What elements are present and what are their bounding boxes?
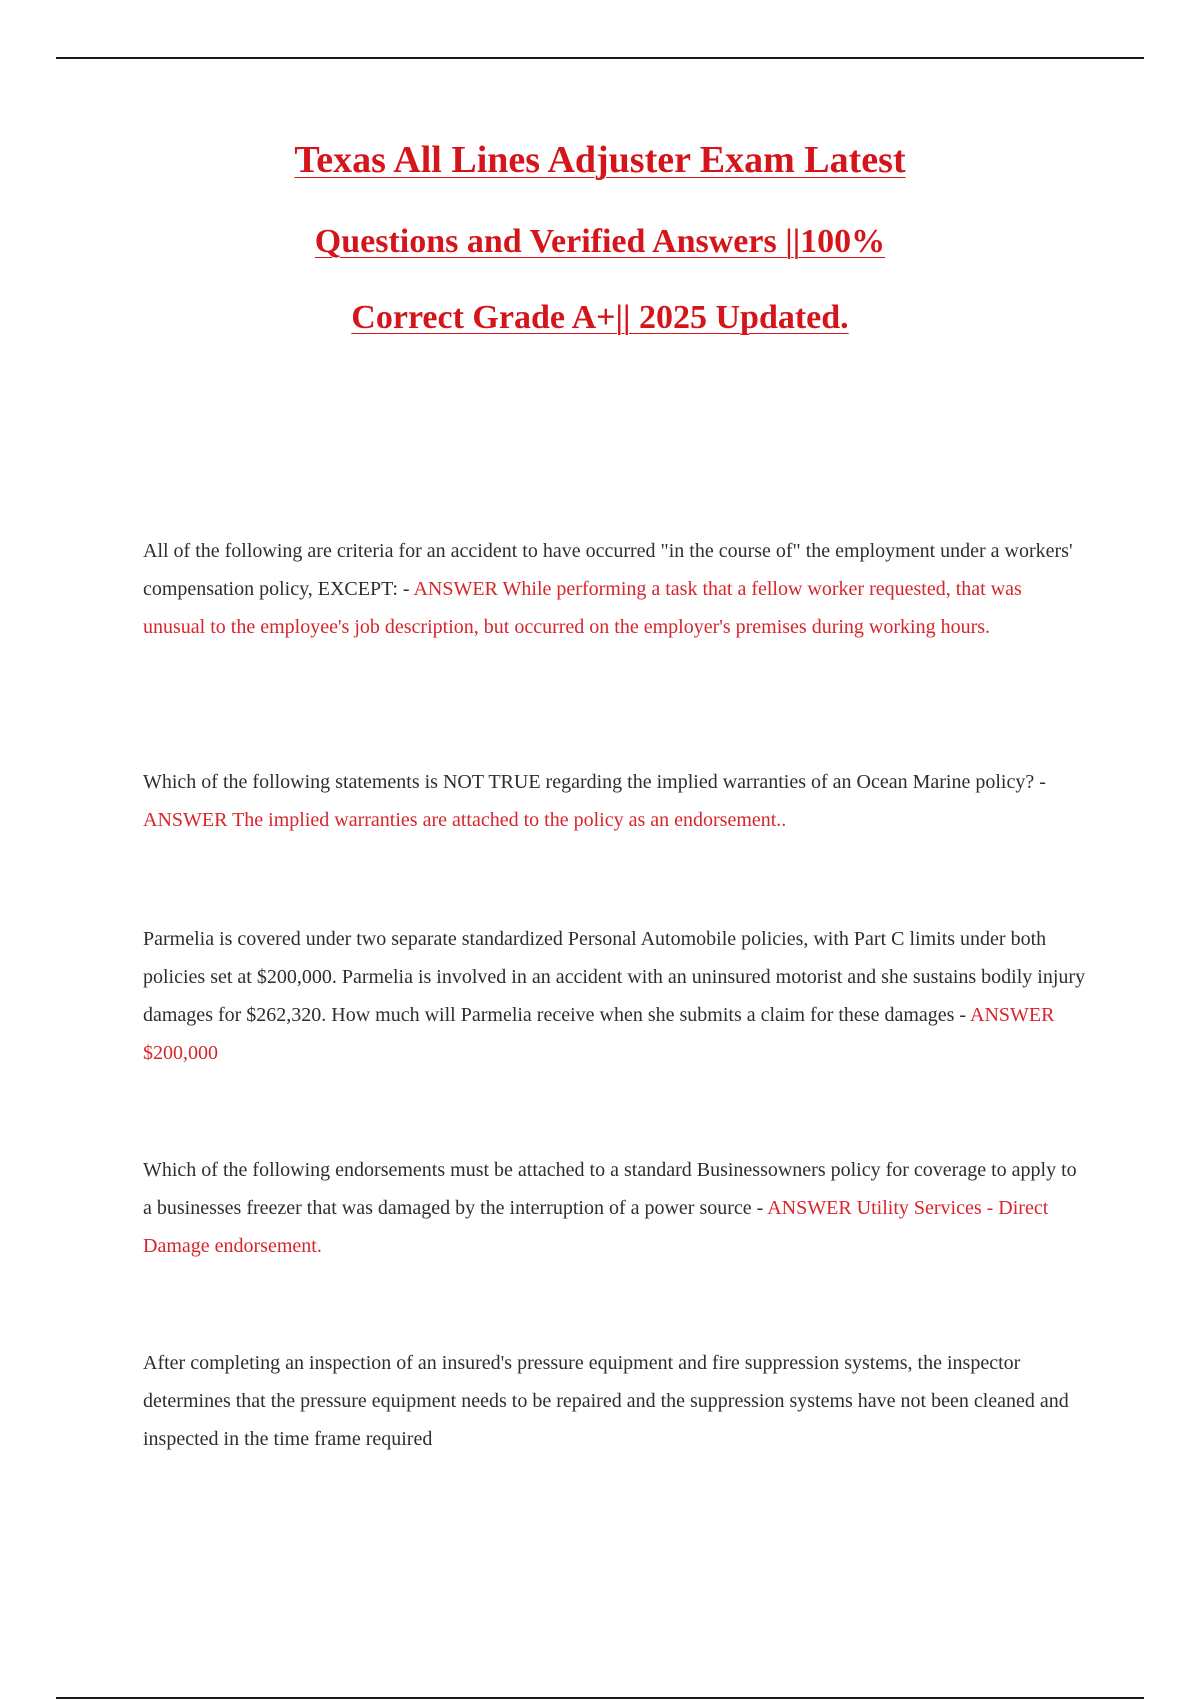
question-text: Which of the following statements is NOT TRUE regarding the implied warranties of an Ocean Marine policy? -	[143, 771, 1046, 793]
title-line-1: Texas All Lines Adjuster Exam Latest	[294, 139, 906, 181]
answer-text: ANSWER The implied warranties are attached to the policy as an endorsement..	[143, 809, 787, 831]
answer-text: ANSWER $200,000	[143, 1004, 1055, 1064]
qa-item-3	[143, 920, 1088, 1072]
bottom-rule	[56, 1697, 1144, 1699]
title-line-2: Questions and Verified Answers ||100%	[314, 222, 886, 260]
question-text: After completing an inspection of an insured's pressure equipment and fire suppression systems, the inspector determines that the pressure equipment needs to be repaired and the suppression systems have not been cleaned and inspected in the time frame required	[143, 1352, 1069, 1450]
qa-item-5	[143, 1344, 1088, 1458]
document-title	[0, 138, 1200, 339]
question-text: All of the following are criteria for an accident to have occurred "in the course of" the employment under a workers' compensation policy, EXCEPT: -	[143, 540, 1073, 600]
question-text: Parmelia is covered under two separate standardized Personal Automobile policies, with Part C limits under both policies set at $200,000. Parmelia is involved in an accident with an uninsured motorist and she sustains bodily injury damages for $262,320. How much will Parmelia receive when she submits a claim for these damages -	[143, 928, 1086, 1026]
answer-text: ANSWER While performing a task that a fellow worker requested, that was unusual to the employee's job description, but occurred on the employer's premises during working hours.	[143, 578, 1022, 638]
qa-item-4	[143, 1151, 1088, 1265]
title-line-3: Correct Grade A+|| 2025 Updated.	[351, 299, 849, 337]
qa-item-1	[143, 532, 1088, 646]
answer-text: ANSWER Utility Services - Direct Damage endorsement.	[143, 1197, 1049, 1257]
qa-item-2	[143, 763, 1088, 839]
question-text: Which of the following endorsements must be attached to a standard Businessowners policy for coverage to apply to a businesses freezer that was damaged by the interruption of a power source -	[143, 1159, 1077, 1219]
top-rule	[56, 57, 1144, 59]
